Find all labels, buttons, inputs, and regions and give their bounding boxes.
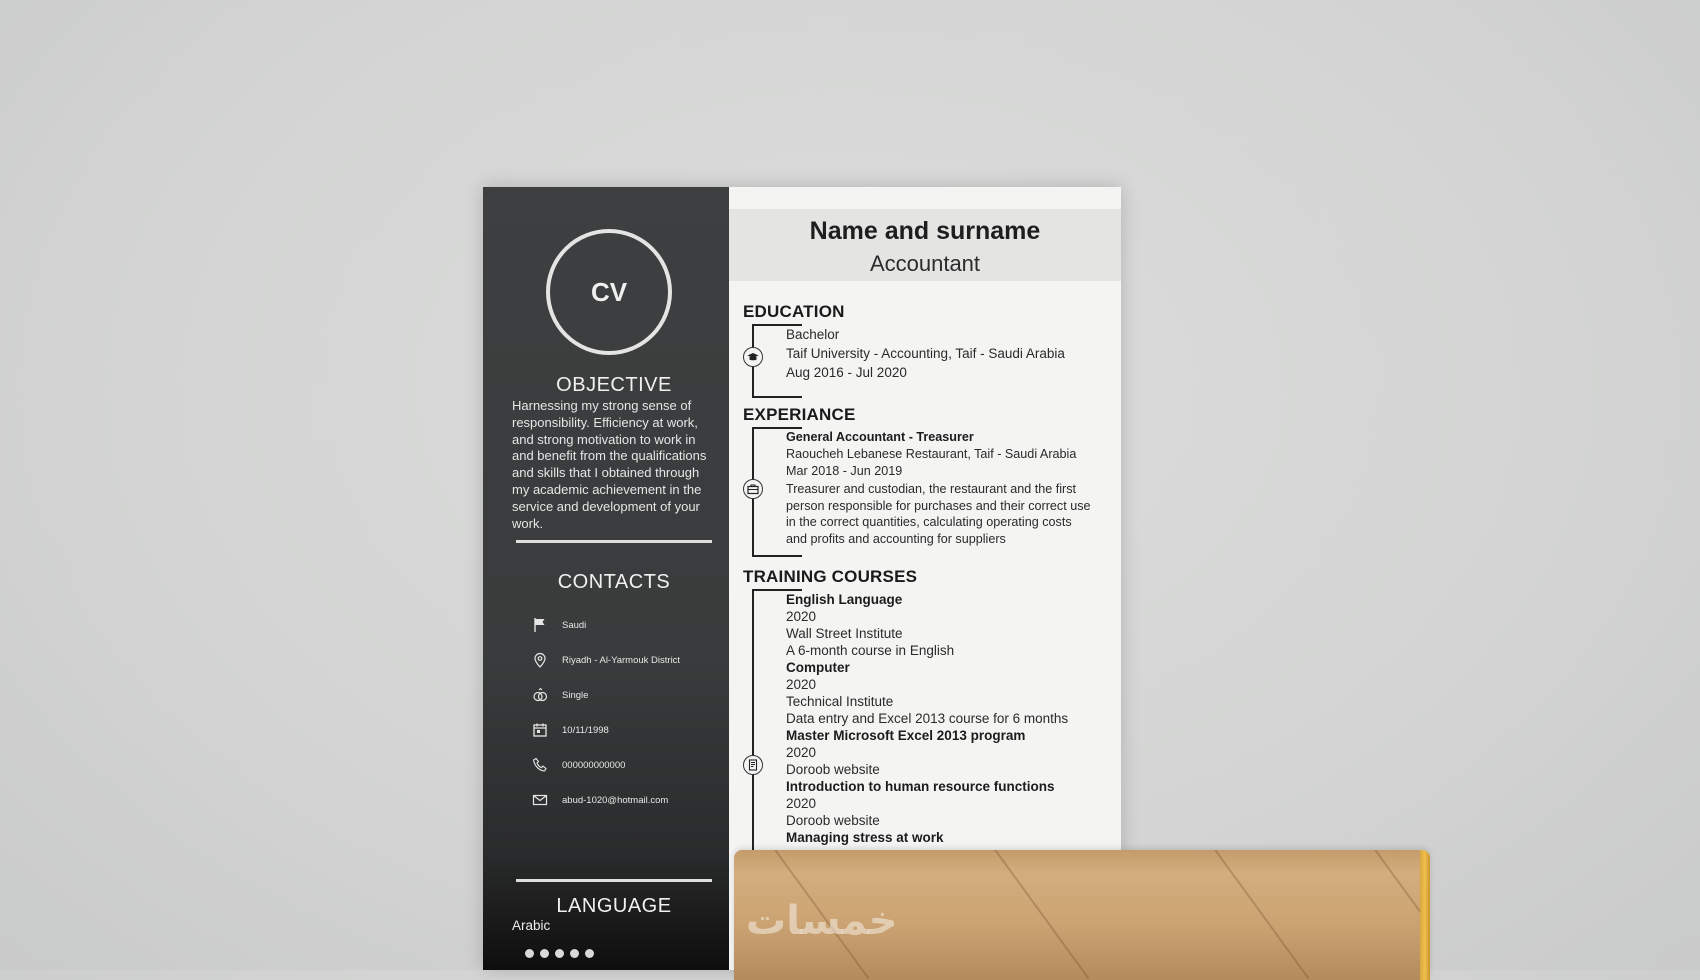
language-title: LANGUAGE (556, 895, 672, 917)
training-line: Doroob website (786, 762, 880, 777)
job-title: Accountant (869, 251, 981, 276)
briefcase-icon (743, 479, 763, 499)
education-title: EDUCATION (743, 302, 845, 321)
calendar-icon (532, 722, 548, 738)
contact-address (532, 650, 680, 670)
level-dot (525, 949, 534, 958)
graduation-cap-icon (743, 347, 763, 367)
contact-text: 000000000000 (562, 759, 626, 771)
contact-birthdate (532, 720, 609, 740)
contact-text: Saudi (562, 619, 587, 631)
training-line: 2020 (786, 745, 817, 760)
training-line: Managing stress at work (786, 830, 944, 845)
training-line: Doroob website (786, 813, 880, 828)
training-line: Introduction to human resource functions (786, 779, 1055, 794)
phone-icon (532, 757, 548, 773)
cv-badge: CV (546, 229, 672, 355)
training-line: 2020 (786, 796, 817, 811)
training-line: Computer (786, 660, 850, 675)
experience-company: Raoucheh Lebanese Restaurant, Taif - Saudi Arabia (786, 447, 1077, 461)
training-line: Data entry and Excel 2013 course for 6 months (786, 711, 1069, 726)
certificate-icon (743, 755, 763, 775)
education-school: Taif University - Accounting, Taif - Saudi Arabia (786, 346, 1065, 361)
training-title: TRAINING COURSES (743, 567, 918, 586)
tube-spiral-seam (994, 850, 1090, 979)
experience-description: Treasurer and custodian, the restaurant and the first person responsible for purchases and their correct use in the correct quantities, calculating operating costs and profits and accounting for suppliers (786, 482, 1091, 547)
level-dot (540, 949, 549, 958)
contact-text: Riyadh - Al-Yarmouk District (562, 654, 681, 666)
watermark-logo: خمسات (746, 898, 898, 944)
language-name: Arabic (512, 918, 551, 933)
tube-spiral-seam (1214, 850, 1310, 979)
experience-dates: Mar 2018 - Jun 2019 (786, 464, 903, 478)
side-divider (516, 540, 712, 543)
objective-title: OBJECTIVE (556, 374, 672, 396)
contacts-title: CONTACTS (557, 571, 671, 593)
contact-phone (532, 755, 625, 775)
training-line: 2020 (786, 677, 817, 692)
objective-text: Harnessing my strong sense of responsibility. Efficiency at work, and strong motivation to work in and benefit from the qualifications and skills that I obtained through my academic achievement in the service and development of your work. (512, 398, 707, 531)
level-dot (555, 949, 564, 958)
education-degree: Bachelor (786, 327, 840, 342)
training-line: Technical Institute (786, 694, 894, 709)
resume-sidebar (483, 187, 729, 970)
full-name: Name and surname (809, 217, 1041, 245)
language-level-dots (525, 949, 594, 958)
location-pin-icon (532, 652, 548, 668)
side-divider (516, 879, 712, 882)
training-line: Wall Street Institute (786, 626, 903, 641)
education-dates: Aug 2016 - Jul 2020 (786, 365, 907, 380)
contact-nationality (532, 615, 586, 635)
rings-icon (532, 687, 548, 703)
contact-text: abud-1020@hotmail.com (562, 794, 669, 806)
training-line: A 6-month course in English (786, 643, 955, 658)
training-line: English Language (786, 592, 903, 607)
experience-title: EXPERIANCE (743, 405, 856, 424)
experience-position: General Accountant - Treasurer (786, 430, 974, 444)
level-dot (585, 949, 594, 958)
training-line: 2020 (786, 609, 817, 624)
envelope-icon (532, 792, 548, 808)
contact-text: 10/11/1998 (562, 724, 609, 736)
contact-text: Single (562, 689, 589, 701)
tube-spiral-seam (1374, 850, 1430, 979)
training-line: Master Microsoft Excel 2013 program (786, 728, 1026, 743)
level-dot (570, 949, 579, 958)
flag-icon (532, 617, 548, 633)
contact-email (532, 790, 668, 810)
contact-marital-status (532, 685, 588, 705)
cardboard-tube (734, 850, 1430, 980)
